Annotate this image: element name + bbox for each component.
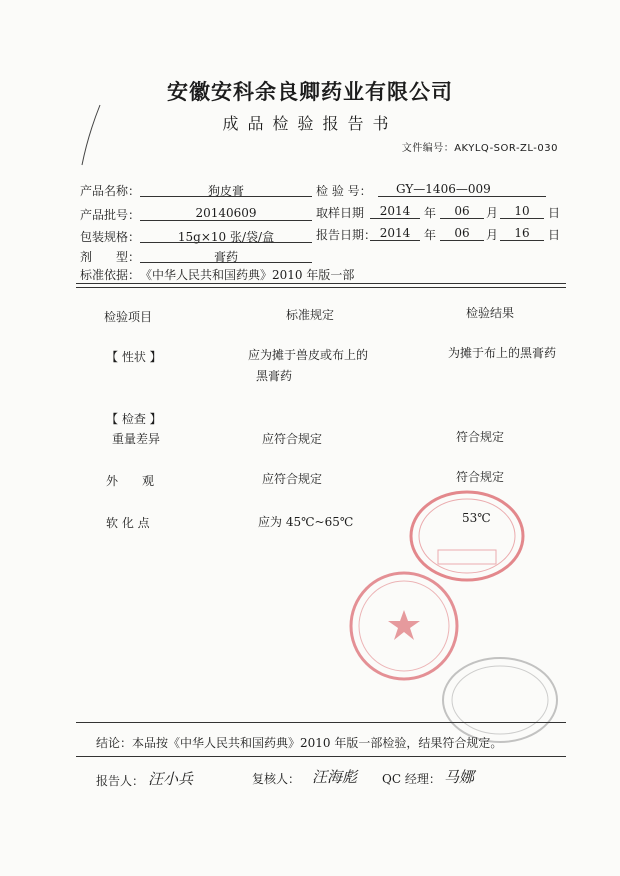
report-month: 06 bbox=[454, 226, 470, 240]
standard-label: 标准依据： bbox=[80, 268, 141, 282]
sampling-year: 2014 bbox=[379, 204, 411, 218]
appearance-standard: 应符合规定 bbox=[262, 472, 323, 486]
document-title: 成品检验报告书 bbox=[222, 114, 398, 133]
appearance-item: 外 观 bbox=[106, 474, 155, 488]
conclusion-text: 结论：本品按《中华人民共和国药典》2010 年版一部检验，结果符合规定。 bbox=[96, 736, 503, 750]
inspection-heading: 【 检查 】 bbox=[106, 412, 162, 426]
standard-value: 《中华人民共和国药典》2010 年版一部 bbox=[140, 268, 355, 282]
batch-label: 产品批号： bbox=[80, 208, 141, 222]
company-name: 安徽安科余良卿药业有限公司 bbox=[167, 79, 453, 104]
character-result: 为摊于布上的黑膏药 bbox=[448, 346, 557, 360]
character-heading: 【 性状 】 bbox=[106, 350, 162, 364]
stamp-grey bbox=[440, 655, 560, 745]
conclusion-bottom-rule bbox=[76, 756, 566, 757]
report-year: 2014 bbox=[379, 226, 411, 240]
reviewer-signature: 汪海彪 bbox=[312, 768, 358, 786]
document-number-value: AKYLQ-SOR-ZL-030 bbox=[454, 143, 558, 154]
form-value: 膏药 bbox=[213, 250, 238, 264]
reporter-label: 报告人： bbox=[96, 774, 145, 788]
weight-variation-result: 符合规定 bbox=[456, 430, 505, 444]
sampling-month: 06 bbox=[454, 204, 470, 218]
report-date-label: 报告日期： bbox=[316, 228, 377, 242]
appearance-result: 符合规定 bbox=[456, 470, 505, 484]
reporter-signature: 汪小兵 bbox=[148, 770, 194, 788]
product-name-label: 产品名称： bbox=[80, 184, 141, 198]
softening-point-item: 软 化 点 bbox=[106, 516, 150, 530]
form-label: 剂 型： bbox=[80, 250, 141, 264]
spec-value: 15g×10 张/袋/盒 bbox=[177, 230, 275, 244]
conclusion-top-rule bbox=[76, 722, 566, 723]
sampling-day: 10 bbox=[514, 204, 530, 218]
qc-manager-label: QC 经理： bbox=[382, 772, 441, 786]
report-day-unit: 日 bbox=[548, 228, 561, 242]
col-header-standard: 标准规定 bbox=[286, 308, 335, 322]
report-month-unit: 月 bbox=[486, 228, 499, 242]
table-top-rule-2 bbox=[76, 287, 566, 288]
document-number bbox=[402, 139, 558, 154]
col-header-item: 检验项目 bbox=[104, 310, 153, 324]
sampling-month-unit: 月 bbox=[486, 206, 499, 220]
table-top-rule bbox=[76, 283, 566, 284]
spec-label: 包装规格： bbox=[80, 230, 141, 244]
qc-manager-signature: 马娜 bbox=[444, 768, 475, 786]
character-standard-line1: 应为摊于兽皮或布上的 bbox=[248, 348, 369, 362]
character-standard-line2: 黑膏药 bbox=[256, 369, 293, 383]
weight-variation-item: 重量差异 bbox=[112, 432, 161, 446]
sampling-date-label: 取样日期 bbox=[316, 206, 365, 220]
report-day: 16 bbox=[514, 226, 530, 240]
product-name-value: 狗皮膏 bbox=[207, 184, 244, 198]
report-year-unit: 年 bbox=[424, 228, 437, 242]
sampling-day-unit: 日 bbox=[548, 206, 561, 220]
softening-point-standard: 应为 45℃~65℃ bbox=[258, 515, 354, 529]
sampling-year-unit: 年 bbox=[424, 206, 437, 220]
test-no-label: 检 验 号： bbox=[316, 184, 372, 198]
softening-point-result: 53℃ bbox=[462, 511, 491, 525]
weight-variation-standard: 应符合规定 bbox=[262, 432, 323, 446]
col-header-result: 检验结果 bbox=[466, 306, 515, 320]
reviewer-label: 复核人： bbox=[252, 772, 301, 786]
batch-value: 20140609 bbox=[195, 206, 257, 220]
document-number-label: 文件编号： bbox=[401, 143, 455, 154]
test-no-value: GY—1406—009 bbox=[396, 182, 491, 196]
